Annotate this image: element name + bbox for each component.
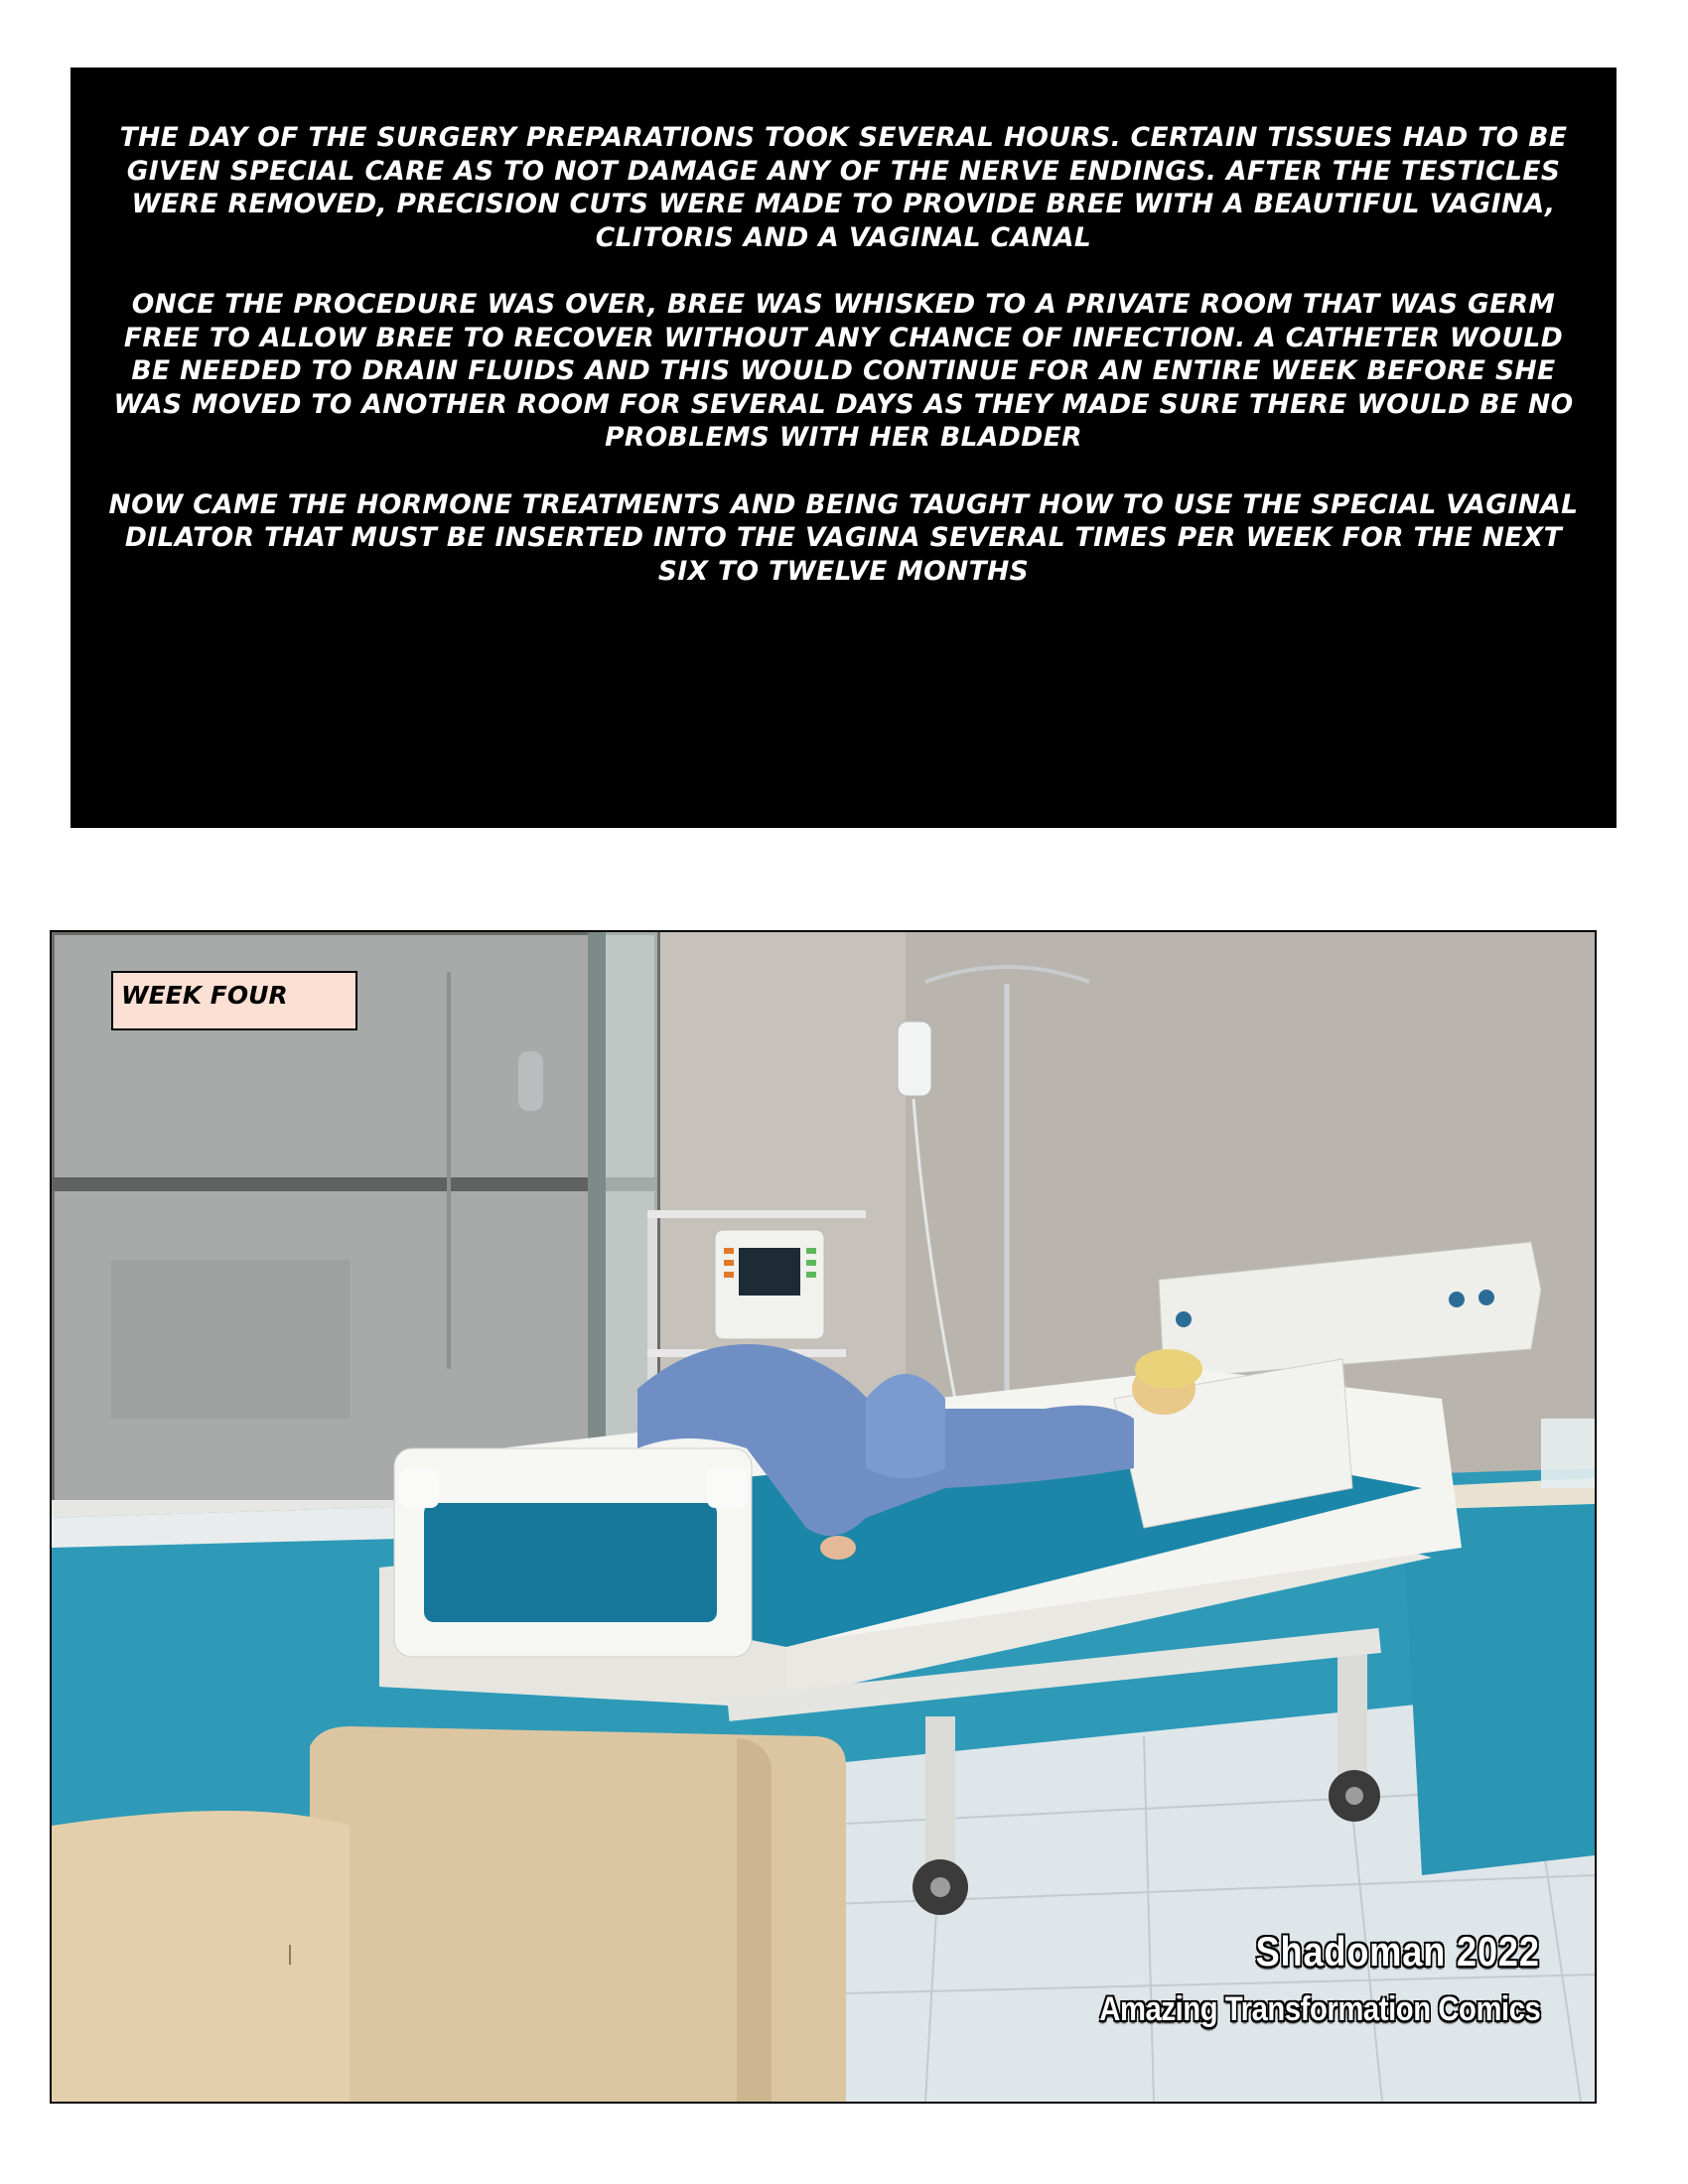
artist-credit: Shadoman 2022 — [1255, 1928, 1540, 1975]
hospital-room-panel — [50, 930, 1597, 2104]
hospital-room-illustration — [52, 932, 1595, 2102]
reflected-iv-bag — [518, 1051, 543, 1111]
week-four-caption: WEEK FOUR — [111, 971, 357, 1030]
narration-box — [70, 68, 1617, 828]
iv-bag — [898, 1022, 931, 1096]
narration-paragraph-1: THE DAY OF THE SURGERY PREPARATIONS TOOK SEVERAL HOURS. CERTAIN TISSUES HAD TO BE GIVEN SPECIAL CARE AS TO NOT DAMAGE ANY OF THE NERVE ENDINGS. AFTER THE TESTICLES WERE REMOVED, PRECISION CUTS WERE MADE TO PROVIDE BREE WITH A BEAUTIFUL VAGINA, CLITORIS AND A VAGINAL CANAL — [119, 122, 1568, 253]
publisher-credit: Amazing Transformation Comics — [1098, 1990, 1540, 2028]
window-mullion — [52, 1177, 657, 1191]
narration-paragraph-3: NOW CAME THE HORMONE TREATMENTS AND BEING TAUGHT HOW TO USE THE SPECIAL VAGINAL DILATOR THAT MUST BE INSERTED INTO THE VAGINA SEVERAL TIMES PER WEEK FOR THE NEXT SIX TO TWELVE MONTHS — [108, 488, 1579, 587]
narration-paragraph-2: ONCE THE PROCEDURE WAS OVER, BREE WAS WHISKED TO A PRIVATE ROOM THAT WAS GERM FREE TO ALLOW BREE TO RECOVER WITHOUT ANY CHANCE OF INFECTION. A CATHETER WOULD BE NEEDED TO DRAIN FLUIDS AND THIS WOULD CONTINUE FOR AN ENTIRE WEEK BEFORE SHE WAS MOVED TO ANOTHER ROOM FOR SEVERAL DAYS AS THEY MADE SURE THERE WOULD BE NO PROBLEMS WITH HER BLADDER — [113, 289, 1574, 453]
